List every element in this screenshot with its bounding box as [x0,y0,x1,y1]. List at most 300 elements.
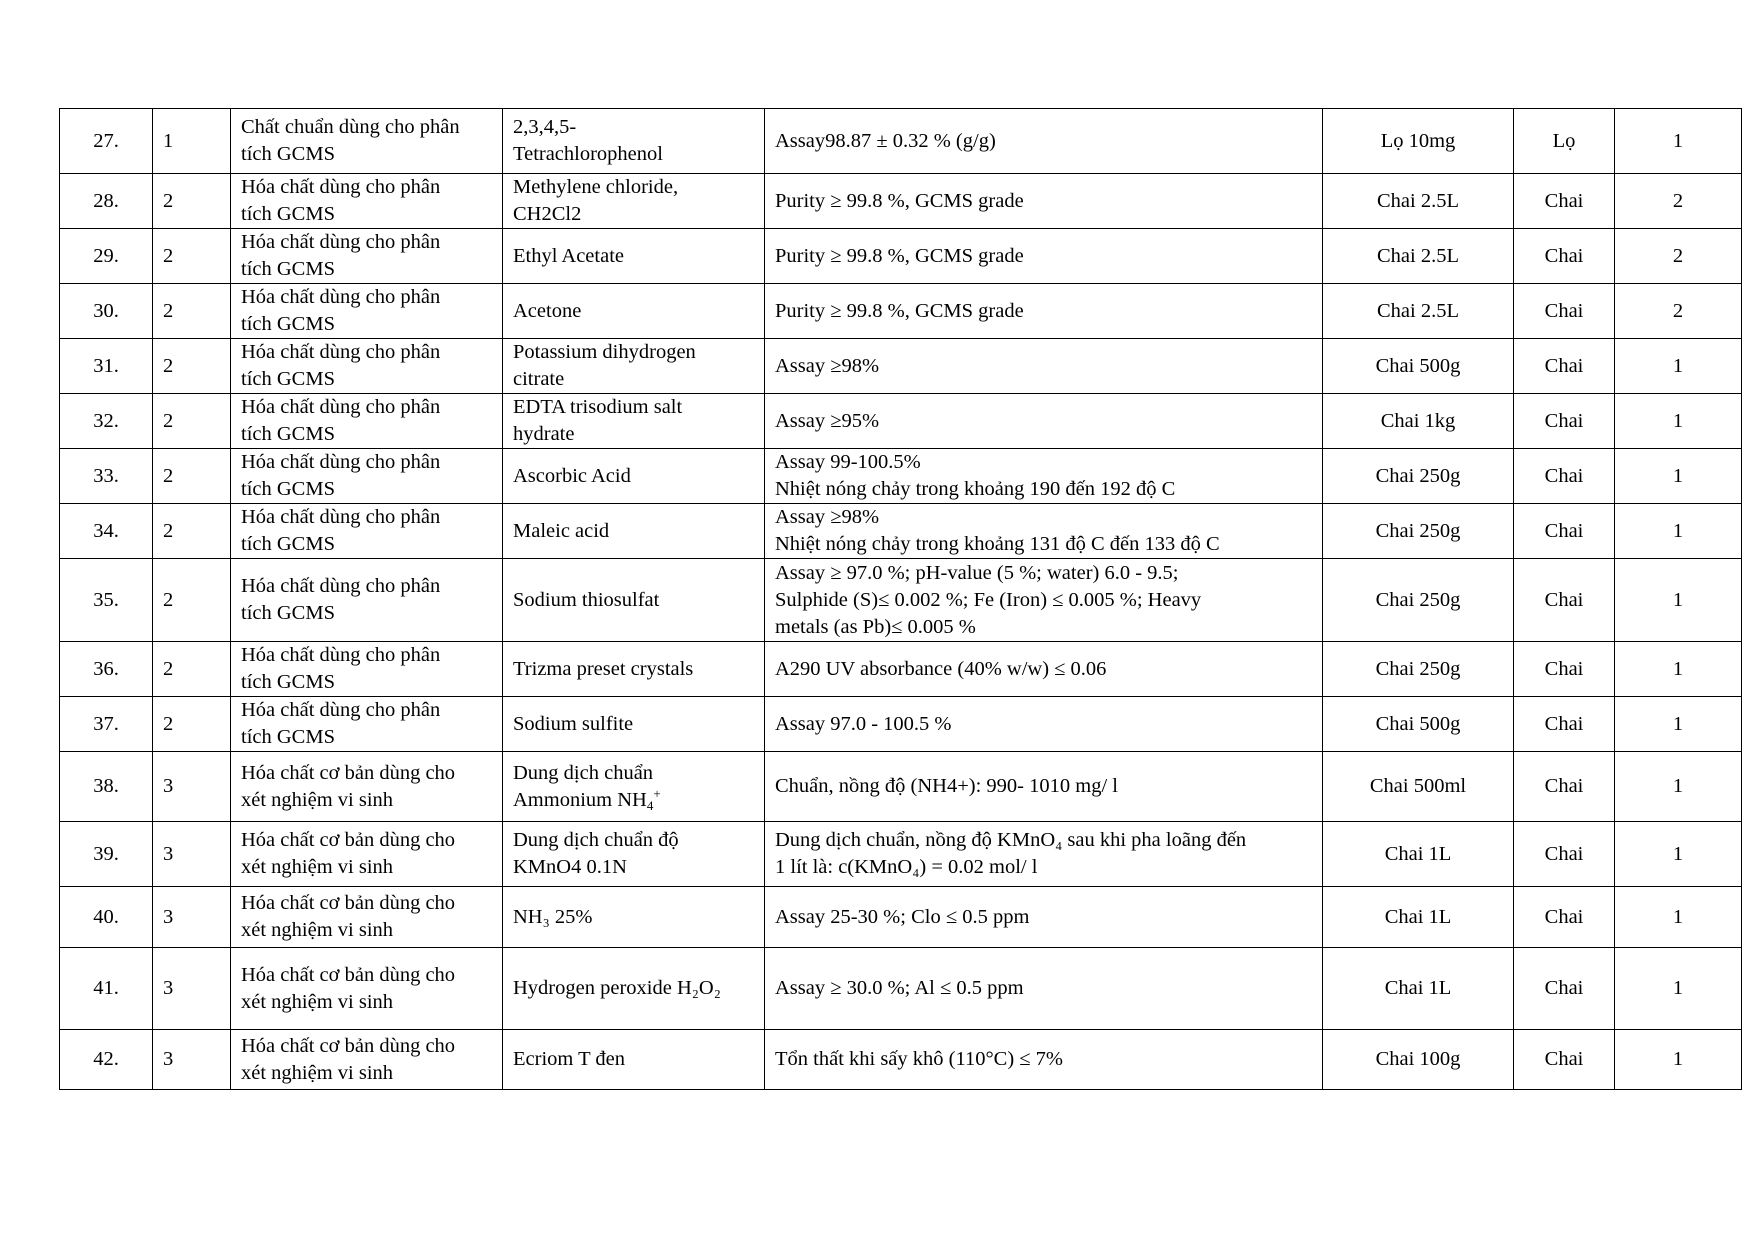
category-line: Hóa chất cơ bản dùng cho [241,963,456,986]
chemical-name-line: Ascorbic Acid [513,464,631,487]
group-cell [153,174,231,229]
category-line: Hóa chất cơ bản dùng cho [241,829,456,851]
specification-line: Purity ≥ 99.8 %, GCMS grade [775,244,1024,267]
category-cell [231,284,503,339]
group-number: 2 [163,588,174,611]
category-line: Hóa chất dùng cho phân [241,506,441,528]
group-number: 2 [163,657,174,680]
group-cell [153,229,231,284]
category-line: tích GCMS [241,368,335,390]
unit-cell [1514,752,1615,822]
table-row [60,642,1742,697]
table-row [60,887,1742,948]
category-line: Hóa chất dùng cho phân [241,286,441,308]
packaging-cell [1323,284,1514,339]
packaging-cell [1323,1030,1514,1090]
unit: Chai [1544,712,1584,735]
group-cell [153,504,231,559]
specification-line: Chuẩn, nồng độ (NH4+): 990- 1010 mg/ l [775,775,1118,797]
packaging-cell [1323,752,1514,822]
chemical-name-line: KMnO4 0.1N [513,856,627,878]
packaging: Chai 2.5L [1377,244,1459,267]
row-number: 39. [93,842,119,865]
unit: Chai [1544,842,1584,865]
specification-line: Dung dịch chuẩn, nồng độ KMnO₄ sau khi pha loãng đến [775,829,1247,851]
chemical-name-cell [503,109,765,174]
quantity: 1 [1672,519,1684,542]
category-line: Hóa chất dùng cho phân [241,644,441,666]
specification-cell [765,284,1323,339]
formula-subscript: 4 [646,797,654,813]
unit: Chai [1544,519,1584,542]
table-row [60,822,1742,887]
formula-superscript: + [653,785,661,801]
row-number-cell [60,394,153,449]
specification-line: Assay98.87 ± 0.32 % (g/g) [775,129,996,152]
unit: Chai [1544,588,1584,611]
chemical-name-cell [503,697,765,752]
specification-line: Assay ≥ 97.0 %; pH-value (5 %; water) 6.0 - 9.5; [775,561,1179,584]
unit-cell [1514,394,1615,449]
specification-line: Assay 99-100.5% [775,451,921,473]
category-cell [231,1030,503,1090]
packaging: Chai 250g [1375,519,1461,542]
chemical-name-cell [503,174,765,229]
row-number-cell [60,887,153,948]
category-line: tích GCMS [241,143,335,165]
group-cell [153,642,231,697]
quantity-cell [1615,559,1742,642]
category-cell [231,559,503,642]
packaging: Chai 1kg [1380,409,1456,432]
unit: Chai [1544,905,1584,928]
chemical-name-line: Ecriom T đen [513,1048,625,1070]
quantity: 2 [1672,189,1684,212]
row-number: 34. [93,519,119,542]
row-number-cell [60,948,153,1030]
quantity-cell [1615,1030,1742,1090]
group-number: 2 [163,354,174,377]
specification-line: Assay ≥98% [775,354,880,377]
group-cell [153,109,231,174]
packaging: Lọ 10mg [1380,129,1456,152]
group-cell [153,887,231,948]
quantity-cell [1615,642,1742,697]
category-line: tích GCMS [241,602,335,624]
category-line: tích GCMS [241,423,335,445]
row-number-cell [60,822,153,887]
group-number: 2 [163,519,174,542]
row-number-cell [60,504,153,559]
table-row [60,1030,1742,1090]
group-number: 3 [163,842,174,865]
category-line: Hóa chất dùng cho phân [241,341,441,363]
chemical-name-cell [503,504,765,559]
group-number: 2 [163,464,174,487]
table-row [60,394,1742,449]
specification-line: Purity ≥ 99.8 %, GCMS grade [775,299,1024,322]
row-number-cell [60,1030,153,1090]
group-number: 2 [163,299,174,322]
specification-line: Nhiệt nóng chảy trong khoảng 131 độ C đến 133 độ C [775,533,1220,555]
chemical-name-cell [503,339,765,394]
quantity: 1 [1672,657,1684,680]
unit-cell [1514,174,1615,229]
group-cell [153,752,231,822]
chemical-name-line: Methylene chloride, [513,176,679,198]
packaging-cell [1323,339,1514,394]
group-cell [153,822,231,887]
specification-cell [765,229,1323,284]
quantity: 1 [1672,905,1684,928]
specification-cell [765,559,1323,642]
row-number-cell [60,449,153,504]
chemical-name-cell [503,559,765,642]
category-line: xét nghiệm vi sinh [241,856,394,878]
specification-line: Nhiệt nóng chảy trong khoảng 190 đến 192 độ C [775,478,1176,500]
specification-cell [765,174,1323,229]
chemical-name-line: Acetone [513,299,582,322]
category-cell [231,822,503,887]
table-row [60,174,1742,229]
chemical-name-line: Dung dịch chuẩn [513,761,654,784]
quantity: 1 [1672,588,1684,611]
group-number: 2 [163,189,174,212]
quantity: 1 [1672,977,1684,999]
group-cell [153,697,231,752]
specification-cell [765,1030,1323,1090]
specification-line: Sulphide (S)≤ 0.002 %; Fe (Iron) ≤ 0.005 %; Heavy [775,588,1202,611]
group-number: 2 [163,712,174,735]
category-cell [231,174,503,229]
row-number-cell [60,642,153,697]
specification-cell [765,948,1323,1030]
row-number-cell [60,174,153,229]
category-line: Hóa chất cơ bản dùng cho [241,761,456,784]
formula-base: Ammonium NH [513,788,647,811]
quantity: 1 [1672,1048,1684,1070]
specification-line: 1 lít là: c(KMnO₄) = 0.02 mol/ l [775,856,1038,878]
specification-line: Assay ≥98% [775,506,880,528]
packaging: Chai 250g [1375,464,1461,487]
quantity: 1 [1672,354,1684,377]
chemical-name-line: Maleic acid [513,519,610,542]
row-number: 42. [93,1048,119,1070]
quantity: 1 [1672,409,1684,432]
table-row [60,339,1742,394]
category-cell [231,697,503,752]
quantity-cell [1615,948,1742,1030]
quantity-cell [1615,229,1742,284]
table-row [60,284,1742,339]
category-cell [231,339,503,394]
category-line: tích GCMS [241,203,335,225]
quantity: 2 [1672,299,1684,322]
quantity: 1 [1672,464,1684,487]
specification-line: metals (as Pb)≤ 0.005 % [775,615,976,638]
unit: Chai [1544,299,1584,322]
unit-cell [1514,948,1615,1030]
row-number-cell [60,752,153,822]
quantity-cell [1615,752,1742,822]
category-cell [231,394,503,449]
group-cell [153,449,231,504]
table-row [60,559,1742,642]
specification-line: Assay 25-30 %; Clo ≤ 0.5 ppm [775,905,1030,928]
specification-line: Tổn thất khi sấy khô (110°C) ≤ 7% [775,1048,1064,1070]
quantity: 1 [1672,712,1684,735]
chemical-name-line: Tetrachlorophenol [513,143,663,165]
quantity-cell [1615,887,1742,948]
packaging-cell [1323,109,1514,174]
quantity-cell [1615,284,1742,339]
row-number-cell [60,697,153,752]
chemical-formula [513,787,754,814]
packaging-cell [1323,642,1514,697]
packaging-cell [1323,948,1514,1030]
packaging: Chai 100g [1375,1048,1461,1070]
unit-cell [1514,229,1615,284]
quantity-cell [1615,109,1742,174]
group-number: 2 [163,409,174,432]
specification-cell [765,752,1323,822]
row-number: 29. [93,244,119,267]
chemical-name-line: Ethyl Acetate [513,244,624,267]
quantity-cell [1615,394,1742,449]
specification-cell [765,887,1323,948]
unit: Chai [1544,977,1584,999]
packaging-cell [1323,174,1514,229]
category-line: Hóa chất cơ bản dùng cho [241,1034,456,1057]
specification-line: Assay ≥ 30.0 %; Al ≤ 0.5 ppm [775,977,1024,999]
group-number: 1 [163,129,174,152]
unit-cell [1514,887,1615,948]
category-line: xét nghiệm vi sinh [241,919,394,941]
table-row [60,504,1742,559]
row-number: 40. [93,905,119,928]
quantity: 1 [1672,842,1684,865]
packaging: Chai 500ml [1369,775,1467,797]
category-line: xét nghiệm vi sinh [241,788,394,811]
unit-cell [1514,284,1615,339]
unit: Chai [1544,464,1584,487]
group-number: 3 [163,775,174,797]
packaging-cell [1323,887,1514,948]
packaging-cell [1323,229,1514,284]
chemical-name-cell [503,822,765,887]
chemical-name-line: Sodium thiosulfat [513,588,660,611]
chemical-name-cell [503,229,765,284]
group-number: 2 [163,244,174,267]
row-number-cell [60,109,153,174]
table-row [60,752,1742,822]
category-line: tích GCMS [241,313,335,335]
unit-cell [1514,339,1615,394]
category-cell [231,752,503,822]
unit-cell [1514,822,1615,887]
group-cell [153,339,231,394]
category-cell [231,449,503,504]
specification-cell [765,449,1323,504]
quantity: 1 [1672,129,1684,152]
category-line: Hóa chất dùng cho phân [241,396,441,418]
chemical-name-cell [503,394,765,449]
category-line: tích GCMS [241,258,335,280]
quantity: 1 [1672,775,1684,797]
chemical-name-cell [503,642,765,697]
chemical-name-line: Potassium dihydrogen [513,341,696,363]
specification-line: Purity ≥ 99.8 %, GCMS grade [775,189,1024,212]
category-line: Hóa chất dùng cho phân [241,451,441,473]
group-cell [153,948,231,1030]
group-number: 3 [163,977,174,999]
packaging-cell [1323,559,1514,642]
chemical-name-line: 2,3,4,5- [513,116,577,138]
group-cell [153,394,231,449]
category-line: xét nghiệm vi sinh [241,990,394,1013]
category-cell [231,229,503,284]
category-line: tích GCMS [241,478,335,500]
specification-cell [765,109,1323,174]
chemical-name-cell [503,887,765,948]
packaging: Chai 500g [1375,712,1461,735]
unit: Chai [1544,1048,1584,1070]
quantity-cell [1615,339,1742,394]
packaging: Chai 1L [1384,905,1452,928]
category-cell [231,887,503,948]
quantity-cell [1615,174,1742,229]
specification-cell [765,697,1323,752]
row-number: 33. [93,464,119,487]
category-line: Hóa chất cơ bản dùng cho [241,892,456,914]
unit: Chai [1544,775,1584,797]
table-row [60,948,1742,1030]
quantity-cell [1615,697,1742,752]
group-number: 3 [163,905,174,928]
chemical-name-line: CH2Cl2 [513,203,582,225]
unit-cell [1514,559,1615,642]
packaging-cell [1323,697,1514,752]
unit: Chai [1544,189,1584,212]
category-line: Hóa chất dùng cho phân [241,575,441,597]
row-number: 32. [93,409,119,432]
group-number: 3 [163,1048,174,1070]
row-number: 37. [93,712,119,735]
chemical-spec-table [59,108,1742,1090]
chemical-name-cell [503,449,765,504]
group-cell [153,284,231,339]
category-line: tích GCMS [241,533,335,555]
category-cell [231,504,503,559]
row-number: 38. [93,775,119,797]
row-number: 41. [93,977,119,999]
specification-cell [765,394,1323,449]
packaging-cell [1323,822,1514,887]
category-line: tích GCMS [241,671,335,693]
quantity-cell [1615,504,1742,559]
table-row [60,449,1742,504]
packaging: Chai 500g [1375,354,1461,377]
chemical-name-line: Hydrogen peroxide H₂O₂ [513,977,721,999]
specification-line: Assay ≥95% [775,409,880,432]
chemical-name-line: Sodium sulfite [513,712,634,735]
category-cell [231,109,503,174]
category-cell [231,948,503,1030]
chemical-name-cell [503,948,765,1030]
row-number: 30. [93,299,119,322]
unit-cell [1514,449,1615,504]
category-line: tích GCMS [241,726,335,748]
unit-cell [1514,642,1615,697]
group-cell [153,559,231,642]
unit: Lọ [1552,129,1576,152]
chemical-name-line: hydrate [513,423,575,445]
row-number-cell [60,284,153,339]
category-line: Chất chuẩn dùng cho phân [241,116,460,138]
packaging: Chai 250g [1375,588,1461,611]
row-number: 31. [93,354,119,377]
packaging: Chai 250g [1375,657,1461,680]
unit-cell [1514,109,1615,174]
packaging-cell [1323,394,1514,449]
specification-line: Assay 97.0 - 100.5 % [775,712,952,735]
row-number: 28. [93,189,119,212]
specification-cell [765,504,1323,559]
table-row [60,697,1742,752]
chemical-name-line: Trizma preset crystals [513,657,694,680]
group-cell [153,1030,231,1090]
chemical-name-line: EDTA trisodium salt [513,396,683,418]
chemical-name-line: NH₃ 25% [513,905,593,928]
quantity: 2 [1672,244,1684,267]
specification-cell [765,642,1323,697]
chemical-name-cell [503,1030,765,1090]
unit: Chai [1544,409,1584,432]
table-row [60,109,1742,174]
unit-cell [1514,504,1615,559]
packaging: Chai 2.5L [1377,299,1459,322]
unit-cell [1514,697,1615,752]
row-number-cell [60,229,153,284]
category-line: Hóa chất dùng cho phân [241,699,441,721]
packaging-cell [1323,504,1514,559]
row-number: 27. [93,129,119,152]
row-number-cell [60,339,153,394]
packaging-cell [1323,449,1514,504]
packaging: Chai 1L [1384,842,1452,865]
unit: Chai [1544,657,1584,680]
specification-cell [765,822,1323,887]
category-cell [231,642,503,697]
row-number: 36. [93,657,119,680]
specification-cell [765,339,1323,394]
packaging: Chai 1L [1384,977,1452,999]
category-line: xét nghiệm vi sinh [241,1061,394,1084]
chemical-name-cell [503,752,765,822]
unit: Chai [1544,354,1584,377]
packaging: Chai 2.5L [1377,189,1459,212]
quantity-cell [1615,822,1742,887]
quantity-cell [1615,449,1742,504]
row-number-cell [60,559,153,642]
chemical-name-line: citrate [513,368,565,390]
category-line: Hóa chất dùng cho phân [241,176,441,198]
chemical-name-cell [503,284,765,339]
chemical-name-line: Dung dịch chuẩn độ [513,829,679,851]
unit-cell [1514,1030,1615,1090]
specification-line: A290 UV absorbance (40% w/w) ≤ 0.06 [775,657,1107,680]
row-number: 35. [93,588,119,611]
